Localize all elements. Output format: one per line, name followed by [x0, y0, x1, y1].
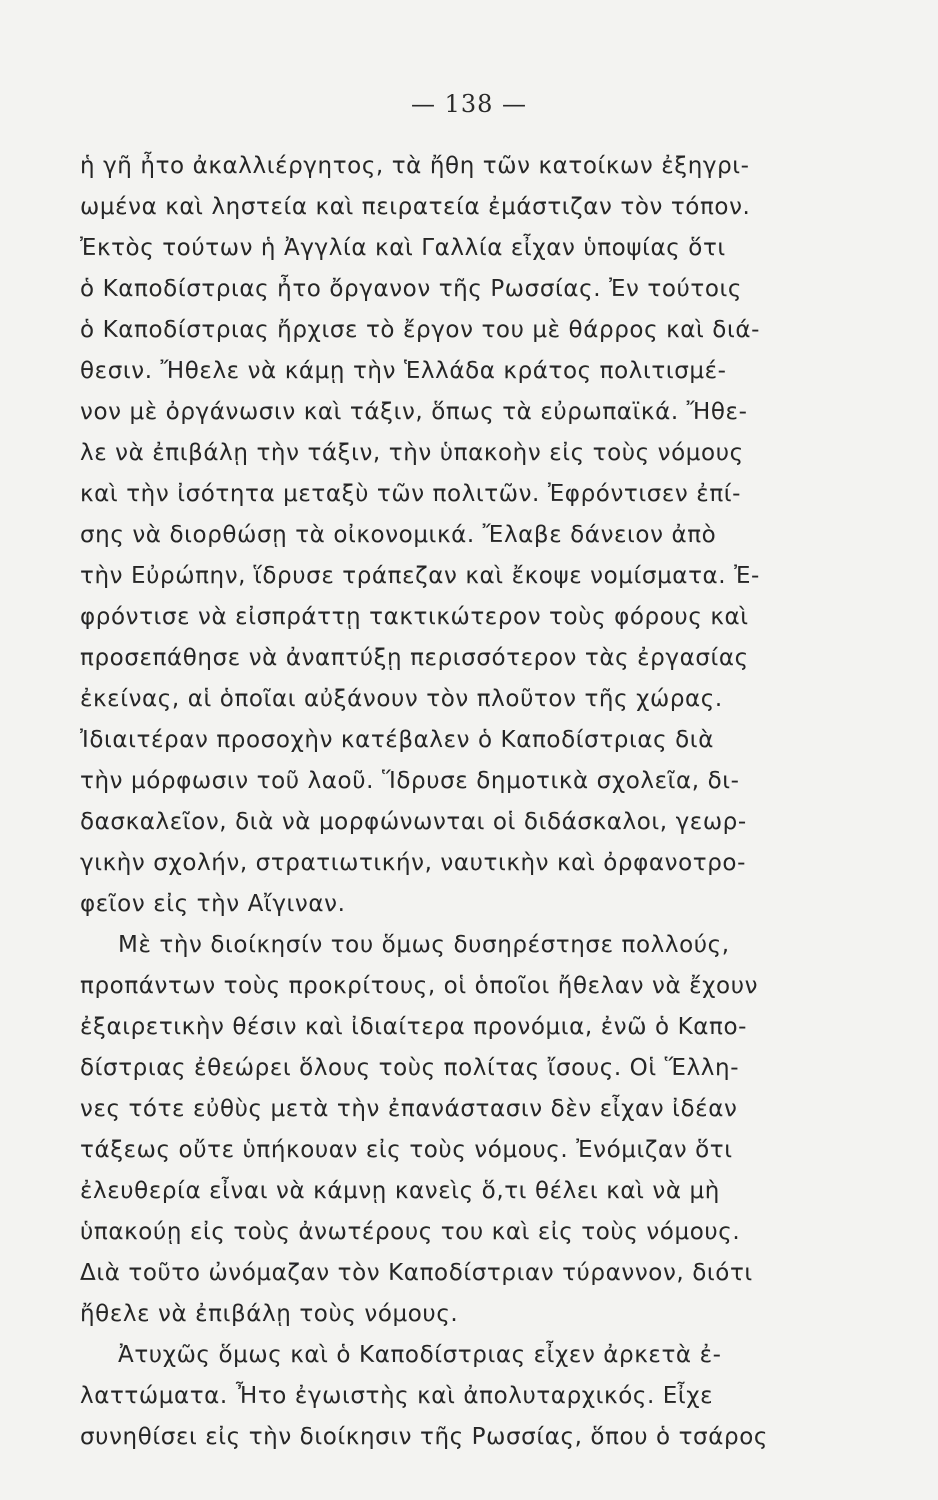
- page-number: — 138 —: [410, 90, 528, 118]
- text-line: Ἀτυχῶς ὅμως καὶ ὁ Καποδίστριας εἶχεν ἀρκετὰ ἐ-: [118, 1342, 722, 1368]
- text-line: δίστριας ἐθεώρει ὅλους τοὺς πολίτας ἴσους. Οἱ Ἕλλη-: [80, 1055, 740, 1081]
- text-line: λαττώματα. Ἦτο ἐγωιστὴς καὶ ἀπολυταρχικός. Εἶχε: [80, 1383, 714, 1409]
- text-line: τὴν μόρφωσιν τοῦ λαοῦ. Ἵδρυσε δημοτικὰ σχολεῖα, δι-: [80, 768, 740, 794]
- text-line: ωμένα καὶ ληστεία καὶ πειρατεία ἐμάστιζαν τὸν τόπον.: [80, 194, 751, 220]
- text-line: ὁ Καποδίστριας ἦτο ὄργανον τῆς Ρωσσίας. Ἐν τούτοις: [80, 276, 743, 302]
- text-line: ὑπακούῃ εἰς τοὺς ἀνωτέρους του καὶ εἰς τοὺς νόμους.: [80, 1219, 741, 1245]
- text-line: φεῖον εἰς τὴν Αἴγιναν.: [80, 891, 346, 917]
- text-line: σης νὰ διορθώσῃ τὰ οἰκονομικά. Ἔλαβε δάνειον ἀπὸ: [80, 522, 717, 548]
- text-line: τάξεως οὔτε ὑπήκουαν εἰς τοὺς νόμους. Ἐνόμιζαν ὅτι: [80, 1137, 733, 1163]
- text-line: ἡ γῆ ἦτο ἀκαλλιέργητος, τὰ ἤθη τῶν κατοίκων ἐξηγρι-: [80, 153, 750, 179]
- text-line: ἐλευθερία εἶναι νὰ κάμνῃ κανεὶς ὅ,τι θέλει καὶ νὰ μὴ: [80, 1178, 720, 1204]
- text-line: φρόντισε νὰ εἰσπράττῃ τακτικώτερον τοὺς φόρους καὶ: [80, 604, 749, 630]
- text-line: Διὰ τοῦτο ὠνόμαζαν τὸν Καποδίστριαν τύραννον, διότι: [80, 1260, 753, 1286]
- text-line: θεσιν. Ἤθελε νὰ κάμῃ τὴν Ἑλλάδα κράτος πολιτισμέ-: [80, 358, 727, 384]
- text-line: συνηθίσει εἰς τὴν διοίκησιν τῆς Ρωσσίας, ὅπου ὁ τσάρος: [80, 1424, 768, 1450]
- text-line: δασκαλεῖον, διὰ νὰ μορφώνωνται οἱ διδάσκαλοι, γεωρ-: [80, 809, 747, 835]
- text-line: ὁ Καποδίστριας ἤρχισε τὸ ἔργον του μὲ θάρρος καὶ διά-: [80, 317, 760, 343]
- text-line: τὴν Εὐρώπην, ἵδρυσε τράπεζαν καὶ ἔκοψε νομίσματα. Ἐ-: [80, 563, 760, 589]
- text-line: γικὴν σχολήν, στρατιωτικήν, ναυτικὴν καὶ ὀρφανοτρο-: [80, 850, 746, 876]
- text-line: Ἰδιαιτέραν προσοχὴν κατέβαλεν ὁ Καποδίστριας διὰ: [80, 727, 714, 753]
- text-line: προπάντων τοὺς προκρίτους, οἱ ὁποῖοι ἤθελαν νὰ ἔχουν: [80, 973, 759, 999]
- text-line: νον μὲ ὀργάνωσιν καὶ τάξιν, ὅπως τὰ εὐρωπαϊκά. Ἤθε-: [80, 399, 748, 425]
- text-line: ἐκείνας, αἱ ὁποῖαι αὐξάνουν τὸν πλοῦτον τῆς χώρας.: [80, 686, 723, 712]
- text-line: προσεπάθησε νὰ ἀναπτύξῃ περισσότερον τὰς ἐργασίας: [80, 645, 749, 671]
- text-line: λε νὰ ἐπιβάλῃ τὴν τάξιν, τὴν ὑπακοὴν εἰς τοὺς νόμους: [80, 440, 744, 466]
- text-line: καὶ τὴν ἰσότητα μεταξὺ τῶν πολιτῶν. Ἐφρόντισεν ἐπί-: [80, 481, 742, 507]
- text-line: νες τότε εὐθὺς μετὰ τὴν ἐπανάστασιν δὲν εἶχαν ἰδέαν: [80, 1096, 738, 1122]
- text-line: Μὲ τὴν διοίκησίν του ὅμως δυσηρέστησε πολλούς,: [118, 932, 730, 958]
- text-line: ἐξαιρετικὴν θέσιν καὶ ἰδιαίτερα προνόμια, ἐνῶ ὁ Καπο-: [80, 1014, 748, 1040]
- text-line: ἤθελε νὰ ἐπιβάλῃ τοὺς νόμους.: [80, 1301, 459, 1327]
- body-text: [80, 146, 850, 1458]
- text-line: Ἐκτὸς τούτων ἡ Ἀγγλία καὶ Γαλλία εἶχαν ὑποψίας ὅτι: [80, 235, 726, 261]
